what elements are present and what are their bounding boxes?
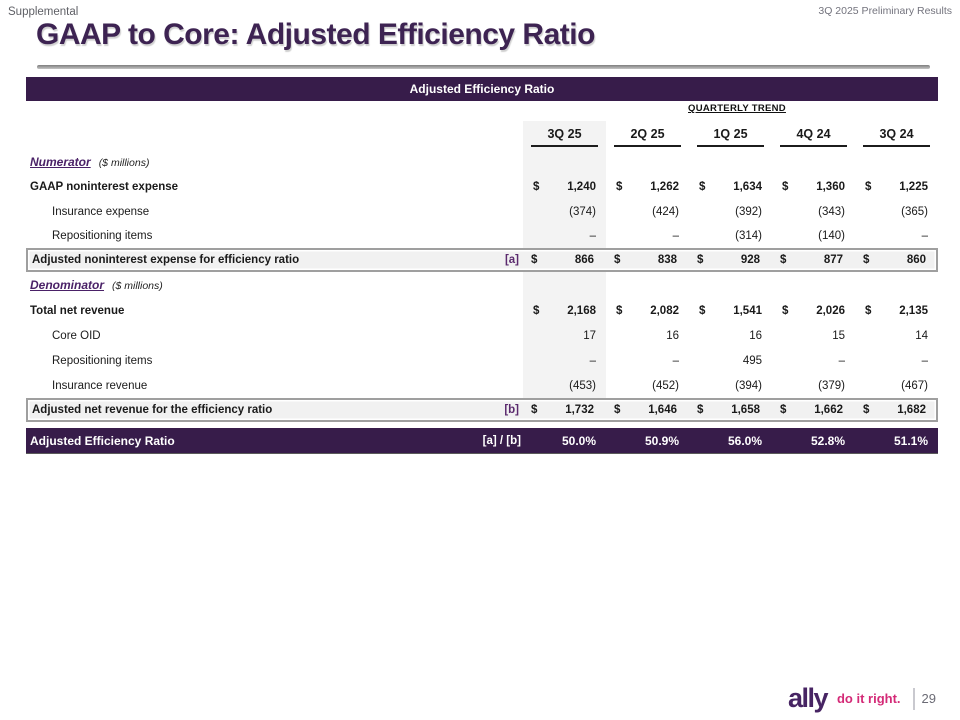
value: (394): [735, 379, 762, 392]
row-label: Insurance expense: [52, 205, 150, 218]
currency-symbol: $: [699, 304, 706, 317]
value: 16: [749, 329, 762, 342]
value: 838: [657, 254, 677, 266]
value-cell: [855, 305, 938, 317]
value-cell: [689, 380, 772, 392]
currency-symbol: $: [531, 404, 538, 416]
quarterly-trend-label: QUARTERLY TREND: [688, 103, 786, 114]
value-cell: [687, 254, 770, 266]
currency-symbol: $: [614, 404, 621, 416]
currency-symbol: $: [780, 254, 787, 266]
value: (343): [818, 205, 845, 218]
section-header: [26, 155, 938, 169]
currency-symbol: $: [780, 404, 787, 416]
value-cell: [689, 330, 772, 342]
currency-symbol: $: [697, 254, 704, 266]
value-cell: [523, 181, 606, 193]
value: –: [921, 230, 928, 242]
page-number-divider: [913, 688, 915, 710]
value-cell: [689, 355, 772, 367]
value: 16: [666, 329, 679, 342]
column-header-label: 3Q 25: [547, 126, 582, 141]
value-cell: [689, 305, 772, 317]
table-row: [26, 323, 938, 348]
value-cell: [855, 181, 938, 193]
value-cell: [772, 305, 855, 317]
value: (424): [652, 205, 679, 218]
row-bracket: [a] / [b]: [482, 434, 521, 447]
value-cell: [855, 330, 938, 342]
table-row: [26, 348, 938, 373]
value-cell: [606, 330, 689, 342]
value-cell: [772, 181, 855, 193]
value-cell: [689, 181, 772, 193]
value-cell: [687, 404, 770, 416]
value-cell: [604, 254, 687, 266]
value-cell: [772, 380, 855, 392]
section-note: ($ millions): [98, 157, 150, 169]
value: 15: [832, 329, 845, 342]
value: 51.1%: [893, 433, 928, 448]
value: 1,225: [899, 180, 928, 193]
value-cell: [855, 380, 938, 392]
table-row: [26, 224, 938, 248]
currency-symbol: $: [782, 180, 789, 193]
column-underline: [531, 145, 598, 147]
value-cell: [772, 355, 855, 367]
table-row: [26, 199, 938, 224]
value-cell: [772, 206, 855, 218]
value: 2,082: [650, 304, 679, 317]
value: 1,360: [816, 180, 845, 193]
row-label: Core OID: [52, 329, 101, 342]
currency-symbol: $: [865, 304, 872, 317]
value: (374): [569, 205, 596, 218]
ally-logo: ally: [787, 683, 827, 713]
value: (379): [818, 379, 845, 392]
value: 2,135: [899, 304, 928, 317]
currency-symbol: $: [699, 180, 706, 193]
value-cell: [523, 380, 606, 392]
row-label: Repositioning items: [52, 354, 153, 367]
value-cell: [689, 434, 772, 448]
page-title: GAAP to Core: Adjusted Efficiency Ratio: [36, 18, 595, 51]
value: 928: [740, 254, 760, 266]
value: –: [921, 354, 928, 367]
value-cell: [523, 305, 606, 317]
value: 860: [906, 254, 926, 266]
value-cell: [853, 404, 936, 416]
page-number: 29: [921, 691, 936, 706]
currency-symbol: $: [616, 304, 623, 317]
value-cell: [606, 434, 689, 448]
value: 1,541: [733, 304, 762, 317]
currency-symbol: $: [531, 254, 538, 266]
column-underline: [863, 145, 930, 147]
section-header: [26, 278, 938, 292]
title-divider: [37, 65, 930, 69]
value-cell: [523, 434, 606, 448]
value: –: [672, 354, 679, 367]
header-right-label: 3Q 2025 Preliminary Results: [818, 5, 952, 17]
table-row: [26, 298, 938, 323]
value-cell: [606, 380, 689, 392]
value: 1,240: [567, 180, 596, 193]
eyebrow-label: Supplemental: [8, 6, 79, 18]
currency-symbol: $: [863, 404, 870, 416]
value: 1,732: [565, 404, 594, 416]
currency-symbol: $: [782, 304, 789, 317]
value-cell: [772, 330, 855, 342]
currency-symbol: $: [533, 180, 540, 193]
column-header-label: 4Q 24: [796, 126, 831, 141]
value-cell: [689, 206, 772, 218]
value-cell: [604, 404, 687, 416]
row-label: GAAP noninterest expense: [30, 180, 179, 193]
value: 2,026: [816, 304, 845, 317]
value-cell: [521, 254, 604, 266]
column-header: [689, 125, 772, 147]
column-underline: [697, 145, 764, 147]
value: 1,634: [733, 180, 762, 193]
value: 866: [574, 254, 594, 266]
column-header-row: [26, 121, 938, 150]
table-row: [26, 174, 938, 199]
value: 495: [742, 354, 762, 367]
row-label: Insurance revenue: [52, 379, 148, 392]
value-cell: [855, 230, 938, 242]
row-bracket: [b]: [504, 404, 519, 416]
currency-symbol: $: [865, 180, 872, 193]
section-row-denominator: [26, 272, 938, 298]
column-underline: [780, 145, 847, 147]
value-cell: [855, 355, 938, 367]
ratio-result-row: [26, 428, 938, 453]
table-row: [26, 373, 938, 398]
row-label: Repositioning items: [52, 230, 153, 242]
value-cell: [689, 230, 772, 242]
value: (314): [735, 230, 762, 242]
value-cell: [606, 181, 689, 193]
value: (365): [901, 205, 928, 218]
row-label: Adjusted net revenue for the efficiency ratio: [32, 404, 273, 416]
column-header: [523, 125, 606, 147]
currency-symbol: $: [863, 254, 870, 266]
value: –: [589, 354, 596, 367]
currency-symbol: $: [614, 254, 621, 266]
currency-symbol: $: [616, 180, 623, 193]
currency-symbol: $: [697, 404, 704, 416]
slide-footer: [788, 685, 936, 712]
section-title: Numerator: [30, 155, 91, 169]
value: 1,658: [731, 404, 760, 416]
value-cell: [523, 355, 606, 367]
value-cell: [855, 206, 938, 218]
section-note: ($ millions): [112, 280, 163, 292]
column-header-label: 1Q 25: [713, 126, 748, 141]
value: 50.0%: [561, 433, 596, 448]
value-cell: [606, 305, 689, 317]
column-header: [855, 125, 938, 147]
value: 1,646: [648, 404, 677, 416]
column-underline: [614, 145, 681, 147]
value: 1,262: [650, 180, 679, 193]
value-cell: [855, 434, 938, 448]
logo-tagline: do it right.: [836, 691, 901, 706]
value: 14: [915, 329, 928, 342]
subtotal-row-a: [26, 248, 938, 272]
value-cell: [523, 330, 606, 342]
value-cell: [523, 206, 606, 218]
value: 17: [583, 329, 596, 342]
value: 877: [823, 254, 843, 266]
value-cell: [523, 230, 606, 242]
value: 56.0%: [727, 433, 762, 448]
value: 2,168: [567, 304, 596, 317]
value: (453): [569, 379, 596, 392]
value: –: [838, 354, 845, 367]
value: 50.9%: [644, 433, 679, 448]
value-cell: [521, 404, 604, 416]
value: –: [672, 230, 679, 242]
value: 1,662: [814, 404, 843, 416]
value-cell: [853, 254, 936, 266]
value: (452): [652, 379, 679, 392]
column-header-label: 2Q 25: [630, 126, 665, 141]
value: (140): [818, 230, 845, 242]
value: (467): [901, 379, 928, 392]
value-cell: [606, 230, 689, 242]
value-cell: [606, 355, 689, 367]
value-cell: [772, 434, 855, 448]
value: 52.8%: [810, 433, 845, 448]
row-label: Total net revenue: [30, 304, 125, 317]
efficiency-ratio-table: [26, 77, 938, 459]
currency-symbol: $: [533, 304, 540, 317]
column-header: [772, 125, 855, 147]
value: 1,682: [897, 404, 926, 416]
column-header-label: 3Q 24: [879, 126, 914, 141]
value-cell: [770, 404, 853, 416]
section-title: Denominator: [30, 278, 105, 292]
subtotal-row-b: [26, 398, 938, 422]
row-label: Adjusted Efficiency Ratio: [30, 433, 175, 448]
section-row-numerator: [26, 150, 938, 174]
row-bracket: [a]: [504, 254, 519, 266]
value-cell: [772, 230, 855, 242]
value-cell: [606, 206, 689, 218]
row-label: Adjusted noninterest expense for efficiency ratio: [32, 254, 300, 266]
value: (392): [735, 205, 762, 218]
table-banner: Adjusted Efficiency Ratio: [26, 77, 938, 101]
value: –: [589, 230, 596, 242]
table-body: [26, 150, 938, 453]
column-header: [606, 125, 689, 147]
value-cell: [770, 254, 853, 266]
